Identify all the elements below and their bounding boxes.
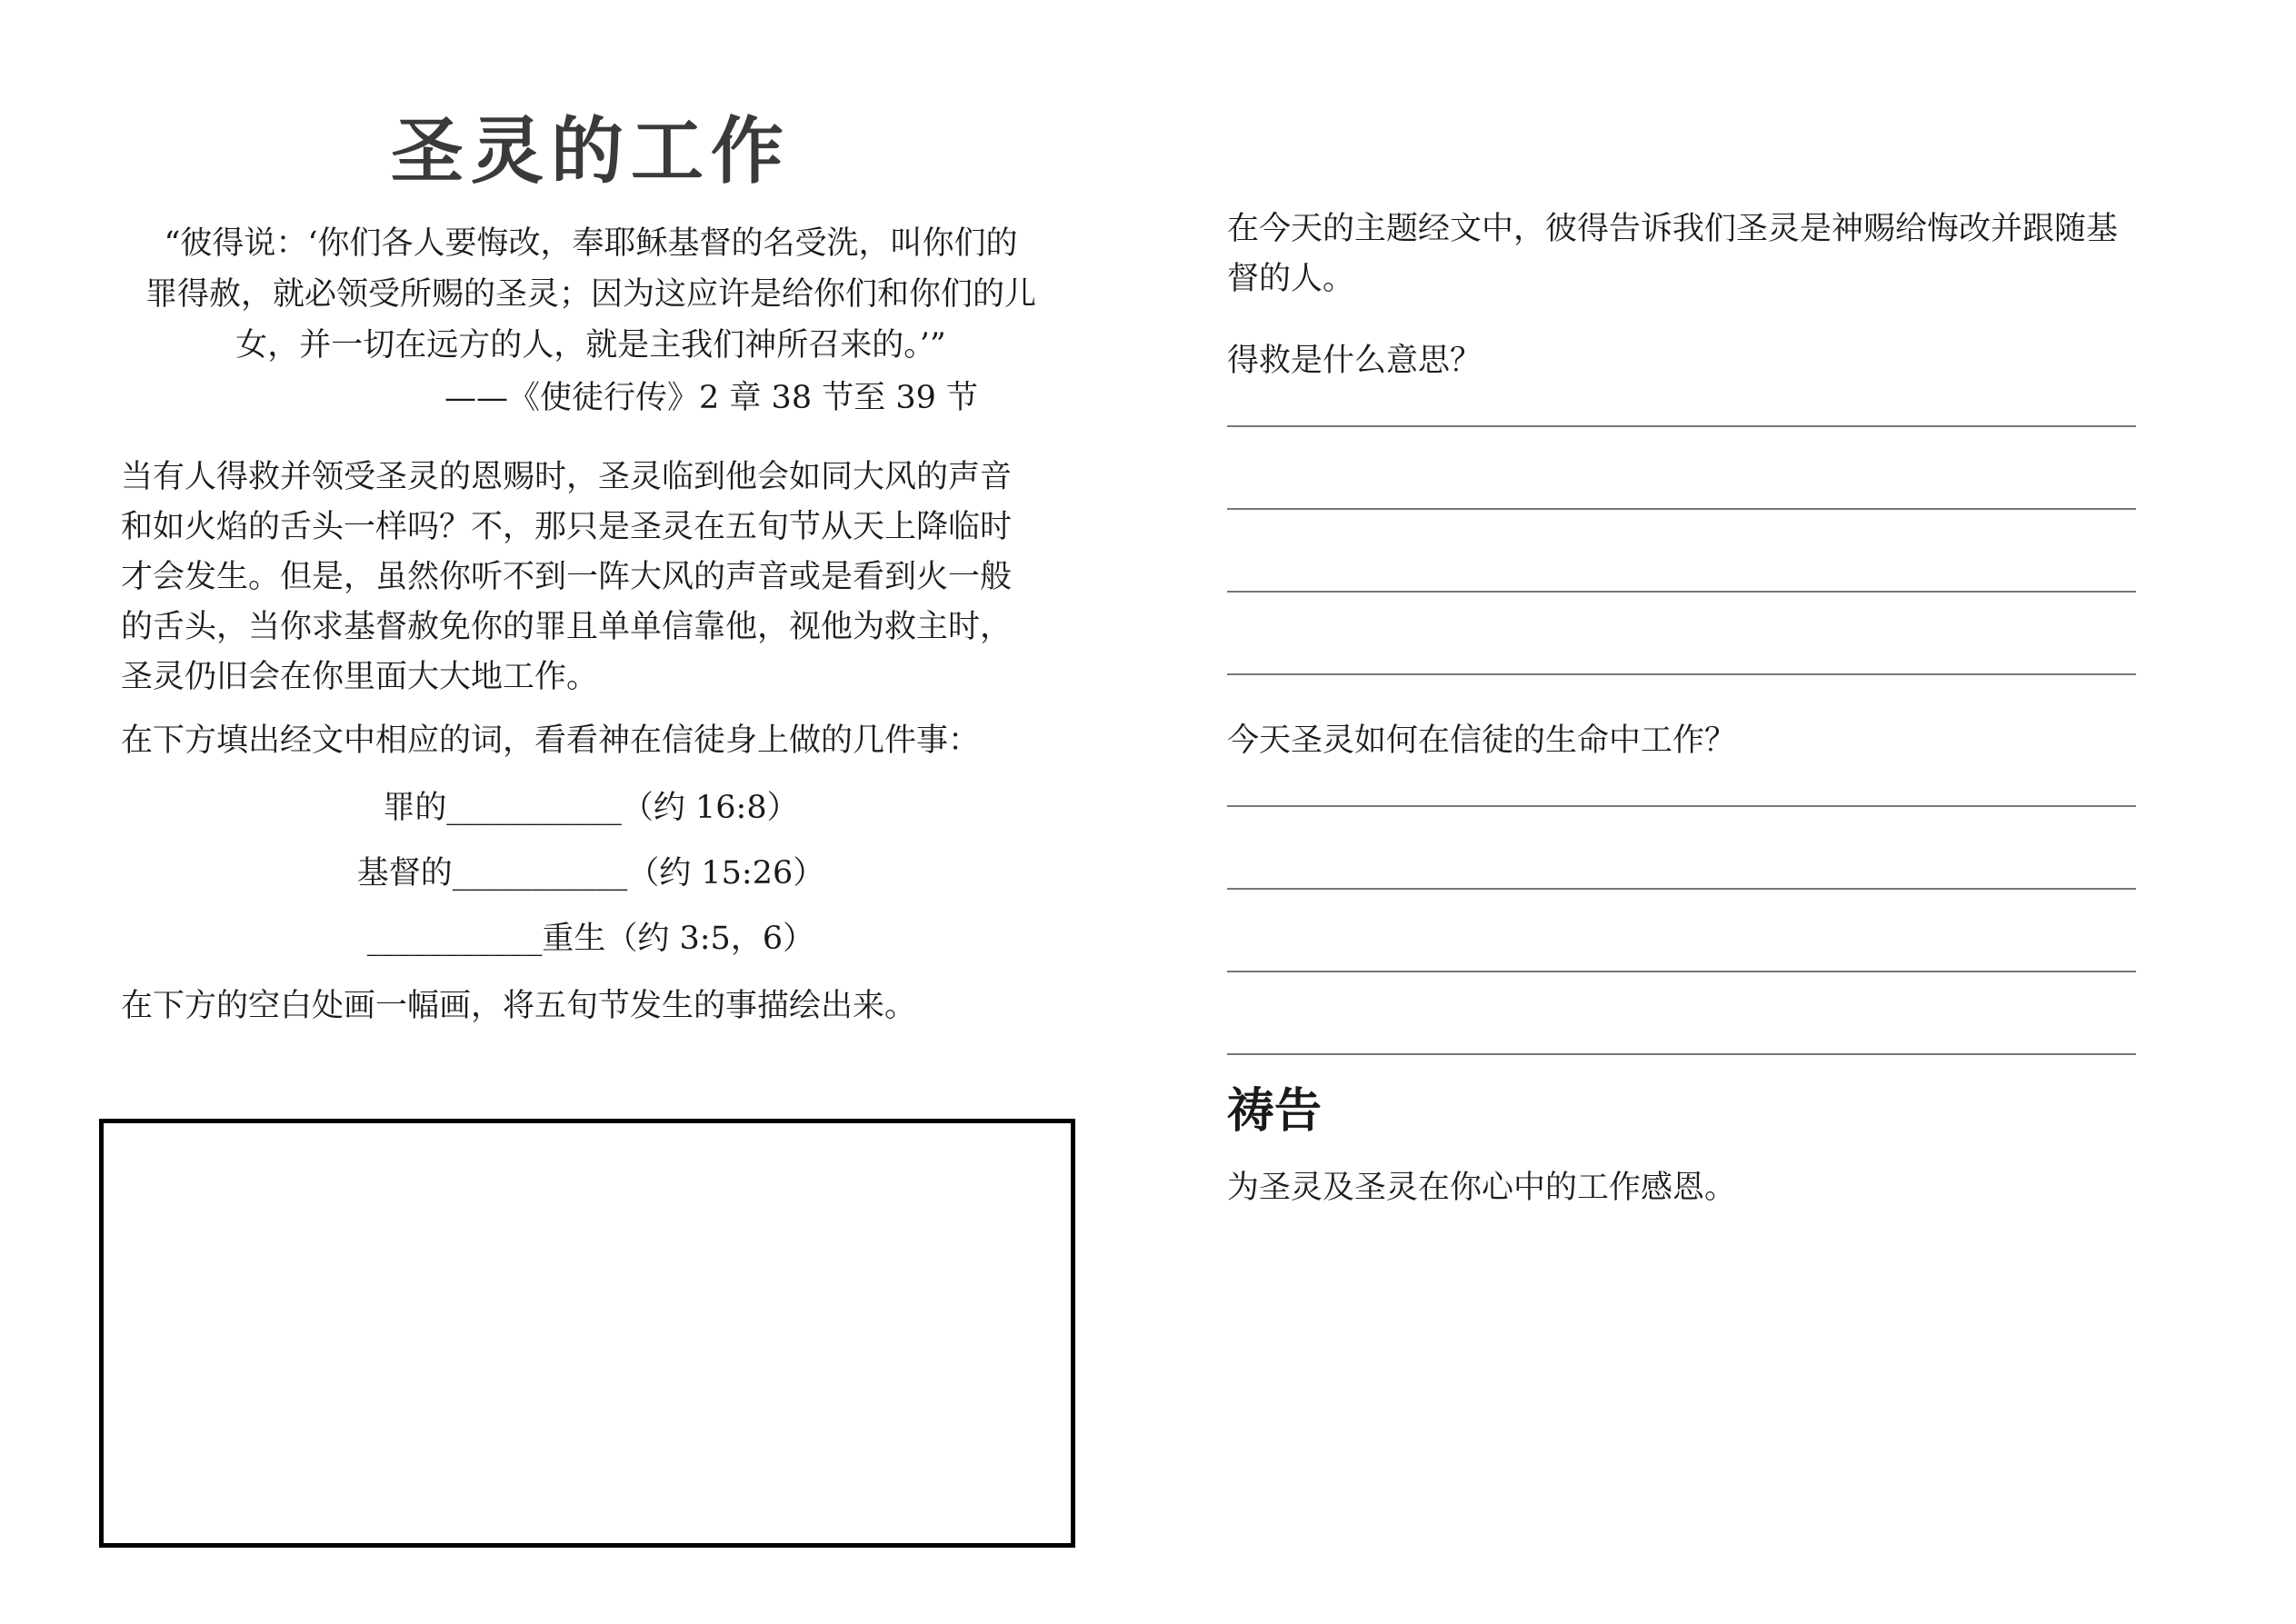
page-title: 圣灵的工作 xyxy=(391,108,791,194)
fill-blank-item[interactable]: 基督的___________（约 15:26） xyxy=(356,855,825,892)
answer-line[interactable] xyxy=(1227,591,2136,593)
body-line: 才会发生。但是，虽然你听不到一阵大风的声音或是看到火一般 xyxy=(121,559,1013,595)
prayer-heading: 祷告 xyxy=(1227,1083,1323,1139)
drawing-area[interactable] xyxy=(99,1119,1075,1548)
fill-blank-item[interactable]: 罪的___________（约 16:8） xyxy=(383,790,799,826)
body-line: 和如火焰的舌头一样吗？不，那只是圣灵在五旬节从天上降临时 xyxy=(121,509,1013,545)
body-paragraph xyxy=(121,453,1066,702)
quote-line: 女，并一切在远方的人，就是主我们神所召来的。’” xyxy=(235,327,946,364)
scripture-quote xyxy=(118,218,1063,371)
body-line: 圣灵仍旧会在你里面大大地工作。 xyxy=(121,659,599,695)
answer-line[interactable] xyxy=(1227,971,2136,972)
scripture-reference: ——《使徒行传》2 章 38 节至 39 节 xyxy=(444,380,978,416)
draw-instruction: 在下方的空白处画一幅画，将五旬节发生的事描绘出来。 xyxy=(121,988,917,1024)
answer-line[interactable] xyxy=(1227,888,2136,890)
fill-instruction: 在下方填出经文中相应的词，看看神在信徒身上做的几件事： xyxy=(121,722,981,759)
body-line: 当有人得救并领受圣灵的恩赐时，圣灵临到他会如同大风的声音 xyxy=(121,459,1013,495)
intro-line: 在今天的主题经文中，彼得告诉我们圣灵是神赐给悔改并跟随基 xyxy=(1227,211,2119,247)
intro-line: 督的人。 xyxy=(1227,261,1355,297)
question-spirit-work: 今天圣灵如何在信徒的生命中工作？ xyxy=(1227,722,1737,759)
quote-line: 罪得赦，就必领受所赐的圣灵；因为这应许是给你们和你们的儿 xyxy=(145,276,1036,313)
intro-paragraph xyxy=(1227,204,2191,304)
answer-line[interactable] xyxy=(1227,1053,2136,1055)
answer-line[interactable] xyxy=(1227,425,2136,427)
body-line: 的舌头，当你求基督赦免你的罪且单单信靠他，视他为救主时， xyxy=(121,609,1013,645)
prayer-text: 为圣灵及圣灵在你心中的工作感恩。 xyxy=(1227,1170,1737,1206)
answer-line[interactable] xyxy=(1227,508,2136,510)
question-saved: 得救是什么意思？ xyxy=(1227,343,1482,379)
quote-line: “彼得说：‘你们各人要悔改，奉耶稣基督的名受洗，叫你们的 xyxy=(164,225,1018,262)
answer-line[interactable] xyxy=(1227,673,2136,675)
fill-blank-item[interactable]: ___________重生（约 3:5，6） xyxy=(366,921,815,957)
answer-line[interactable] xyxy=(1227,805,2136,807)
